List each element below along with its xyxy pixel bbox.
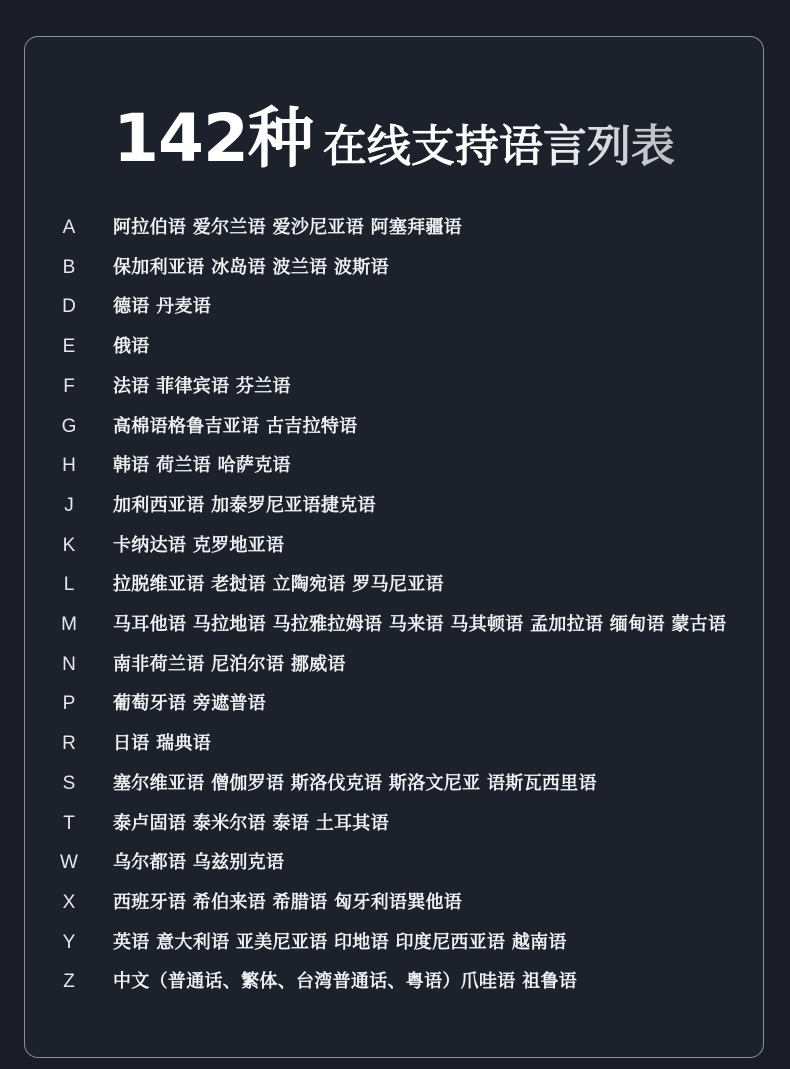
- group-letter: X: [62, 891, 76, 913]
- group-letter: N: [62, 653, 76, 675]
- group-letter: H: [62, 455, 76, 477]
- group-l: [25, 565, 763, 605]
- group-letter: R: [62, 733, 76, 755]
- group-languages: 英语 意大利语 亚美尼亚语 印地语 印度尼西亚语 越南语: [113, 931, 567, 953]
- group-languages: 葡萄牙语 旁遮普语: [113, 693, 266, 715]
- group-letter: J: [64, 494, 74, 516]
- group-z: [25, 962, 763, 1002]
- group-letter: A: [62, 217, 76, 238]
- group-letter: G: [61, 415, 77, 437]
- group-languages: 加利西亚语 加泰罗尼亚语捷克语: [113, 494, 376, 516]
- group-languages: 高棉语格鲁吉亚语 古吉拉特语: [113, 415, 358, 437]
- group-letter: Z: [63, 971, 75, 993]
- group-languages: 塞尔维亚语 僧伽罗语 斯洛伐克语 斯洛文尼亚 语斯瓦西里语: [113, 772, 597, 794]
- group-r: [25, 724, 763, 764]
- group-languages: 马耳他语 马拉地语 马拉雅拉姆语 马来语 马其顿语 孟加拉语 缅甸语 蒙古语: [113, 614, 727, 636]
- group-languages: 俄语: [113, 336, 150, 358]
- title-count: 142种: [113, 100, 313, 177]
- page-title: [25, 85, 763, 177]
- group-letter: K: [62, 534, 76, 556]
- group-d: [25, 287, 763, 327]
- group-languages: 日语 瑞典语: [113, 733, 212, 755]
- group-w: [25, 843, 763, 883]
- group-letter: M: [61, 614, 77, 636]
- group-m: [25, 605, 763, 645]
- group-languages: 德语 丹麦语: [113, 296, 212, 318]
- group-p: [25, 684, 763, 724]
- group-b: [25, 248, 763, 288]
- group-languages: 西班牙语 希伯来语 希腊语 匈牙利语巽他语: [113, 891, 463, 913]
- group-j: [25, 486, 763, 526]
- group-f: [25, 367, 763, 407]
- group-t: [25, 804, 763, 844]
- group-letter: E: [62, 336, 76, 358]
- group-g: [25, 407, 763, 447]
- group-letter: T: [63, 812, 75, 834]
- group-letter: S: [62, 772, 76, 794]
- group-languages: 拉脱维亚语 老挝语 立陶宛语 罗马尼亚语: [113, 574, 444, 596]
- group-letter: F: [63, 375, 75, 397]
- language-groups: [25, 208, 763, 1002]
- group-languages: 乌尔都语 乌兹别克语: [113, 852, 285, 874]
- group-letter: Y: [62, 931, 76, 953]
- group-languages: 法语 菲律宾语 芬兰语: [113, 375, 291, 397]
- group-k: [25, 526, 763, 566]
- group-languages: 南非荷兰语 尼泊尔语 挪威语: [113, 653, 346, 675]
- group-letter: P: [62, 693, 76, 715]
- group-languages: 卡纳达语 克罗地亚语: [113, 534, 285, 556]
- group-languages: 阿拉伯语 爱尔兰语 爱沙尼亚语 阿塞拜疆语: [113, 217, 463, 238]
- language-list-card: [24, 36, 764, 1058]
- group-languages: 韩语 荷兰语 哈萨克语: [113, 455, 291, 477]
- title-caption: 在线支持语言列表: [323, 110, 675, 174]
- group-languages: 保加利亚语 冰岛语 波兰语 波斯语: [113, 256, 389, 278]
- group-letter: L: [63, 574, 75, 596]
- group-letter: B: [62, 256, 76, 278]
- group-e: [25, 327, 763, 367]
- group-x: [25, 883, 763, 923]
- group-h: [25, 446, 763, 486]
- group-n: [25, 645, 763, 685]
- group-languages: 中文（普通话、繁体、台湾普通话、粤语）爪哇语 祖鲁语: [113, 971, 578, 993]
- group-letter: W: [60, 852, 78, 874]
- group-y: [25, 923, 763, 963]
- group-a: [25, 208, 763, 248]
- group-languages: 泰卢固语 泰米尔语 泰语 土耳其语: [113, 812, 389, 834]
- group-letter: D: [62, 296, 76, 318]
- group-s: [25, 764, 763, 804]
